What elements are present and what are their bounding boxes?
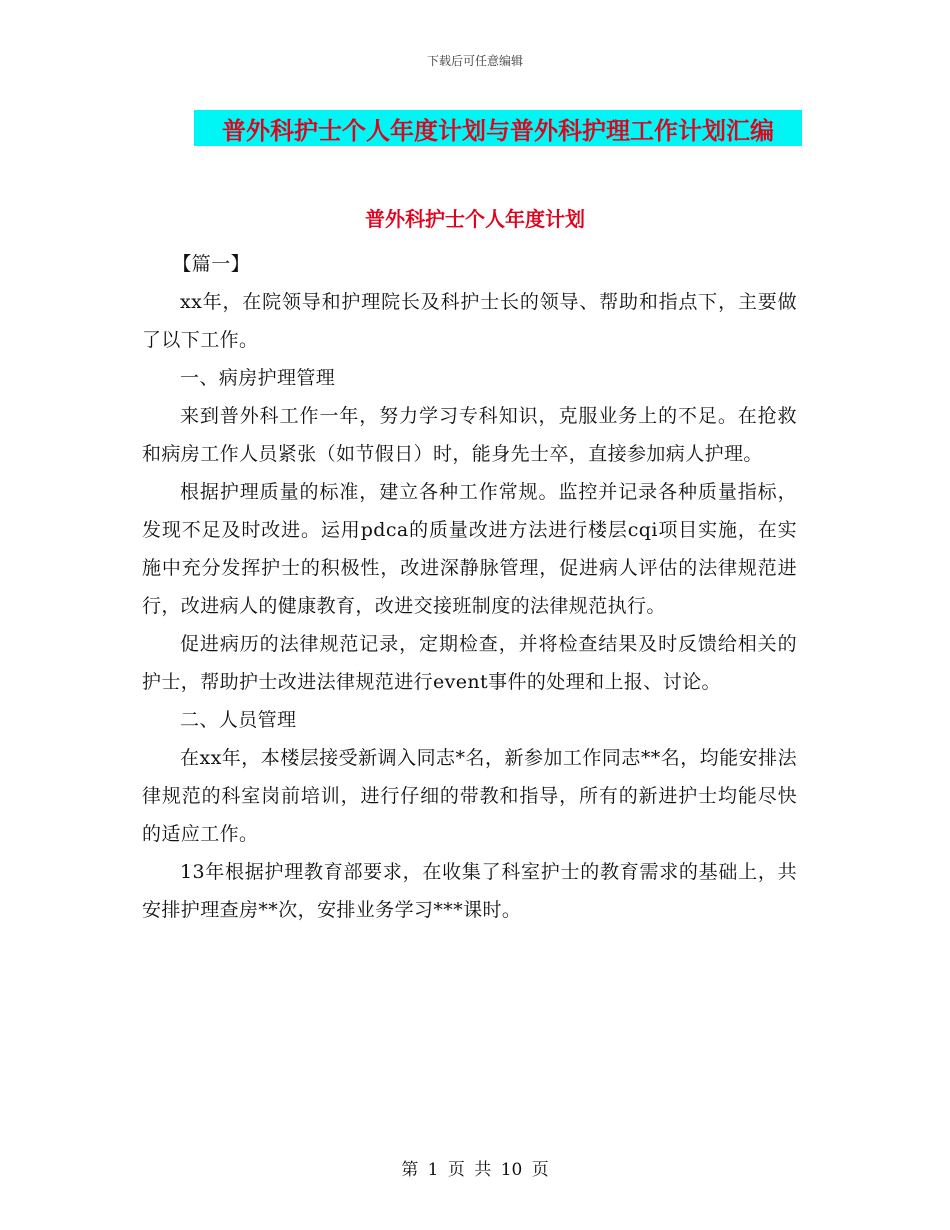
section-heading: 一、病房护理管理: [180, 367, 336, 389]
document-body: [142, 245, 797, 929]
paragraph: xx年，在院领导和护理院长及科护士长的领导、帮助和指点下，主要做了以下工作。: [142, 291, 797, 351]
main-title-highlight: [194, 110, 802, 146]
section-label: 【篇一】: [172, 253, 250, 275]
header-note: 下载后可任意编辑: [426, 54, 523, 68]
paragraph: 在xx年，本楼层接受新调入同志*名，新参加工作同志**名，均能安排法律规范的科室岗前培训，进行仔细的带教和指导，所有的新进护士均能尽快的适应工作。: [142, 747, 797, 845]
section-heading: 二、人员管理: [180, 709, 297, 731]
paragraph: 13年根据护理教育部要求，在收集了科室护士的教育需求的基础上，共安排护理查房**次，安排业务学习***课时。: [142, 861, 797, 921]
paragraph: 根据护理质量的标准，建立各种工作常规。监控并记录各种质量指标，发现不足及时改进。运用pdca的质量改进方法进行楼层cqi项目实施，在实施中充分发挥护士的积极性，改进深静脉管理，促进病人评估的法律规范进行，改进病人的健康教育，改进交接班制度的法律规范执行。: [142, 481, 797, 617]
paragraph: 促进病历的法律规范记录，定期检查，并将检查结果及时反馈给相关的护士，帮助护士改进法律规范进行event事件的处理和上报、讨论。: [142, 633, 797, 693]
paragraph: 来到普外科工作一年，努力学习专科知识，克服业务上的不足。在抢救和病房工作人员紧张（如节假日）时，能身先士卒，直接参加病人护理。: [142, 405, 797, 465]
main-title: 普外科护士个人年度计划与普外科护理工作计划汇编: [222, 115, 774, 145]
sub-title: 普外科护士个人年度计划: [365, 207, 585, 231]
page-number: 第 1 页 共 10 页: [401, 1160, 549, 1180]
